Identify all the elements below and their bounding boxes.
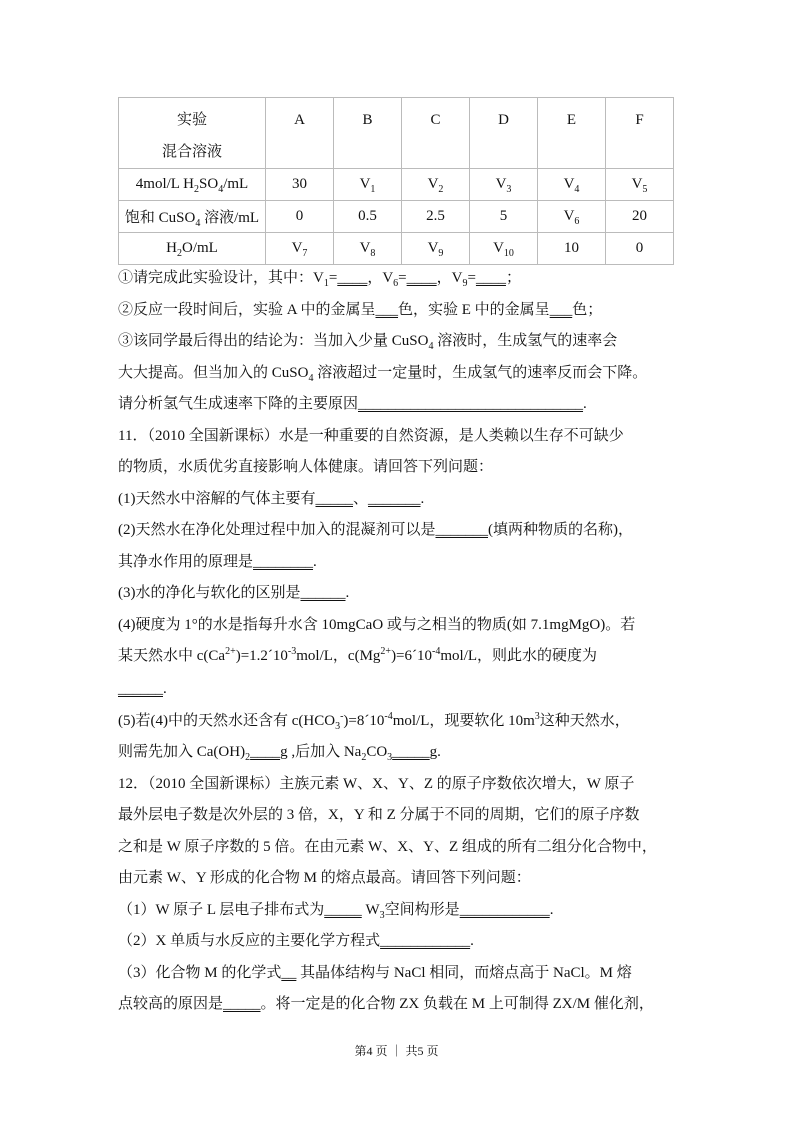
table-cell bbox=[334, 233, 402, 265]
subscript: 4 bbox=[195, 218, 201, 229]
answer-blank: ____ bbox=[475, 270, 506, 286]
text-run: 请分析氢气生成速率下降的主要原因 bbox=[118, 396, 359, 412]
text-line bbox=[118, 863, 678, 895]
text-run: 30 bbox=[292, 176, 307, 192]
text-run: 之和是 W 原子序数的 5 倍。在由元素 W、X、Y、Z 组成的所有二组分化合物中， bbox=[118, 838, 657, 855]
text-run: (4)硬度为 1°的水是指每升水含 10mgCaO 或与之相当的物质(如 7.1mgMgO)。若 bbox=[118, 616, 636, 633]
text-run: V bbox=[563, 176, 575, 192]
text-run: 2.5 bbox=[426, 208, 445, 224]
text-run: 12．（2010 全国新课标）主族元素 W、X、Y、Z 的原子序数依次增大，W 原子 bbox=[118, 775, 635, 792]
text-run: (1)天然水中溶解的气体主要有 bbox=[118, 490, 316, 507]
text-run: V bbox=[359, 176, 371, 192]
text-run: W bbox=[361, 901, 380, 918]
table-cell bbox=[266, 233, 334, 265]
text-line bbox=[118, 578, 678, 610]
text-run: 溶液时，生成氢气的速率会 bbox=[433, 333, 618, 349]
table-row bbox=[119, 169, 674, 201]
table-cell bbox=[470, 169, 538, 201]
table-cell bbox=[402, 233, 470, 265]
superscript: 2+ bbox=[380, 646, 392, 657]
text-run: . bbox=[549, 901, 554, 918]
table-cell bbox=[538, 233, 606, 265]
superscript: - bbox=[340, 710, 344, 722]
text-run: ，V bbox=[436, 270, 463, 286]
answer-blank: __ bbox=[281, 964, 297, 981]
table-header-row bbox=[119, 98, 674, 169]
table-cell bbox=[606, 233, 674, 265]
superscript: 3 bbox=[534, 710, 540, 722]
table-header-cell bbox=[606, 98, 674, 169]
text-run: ②反应一段时间后，实验 A 中的金属呈 bbox=[118, 301, 376, 318]
text-run: （3）化合物 M 的化学式 bbox=[118, 964, 282, 981]
text-run: = bbox=[398, 270, 407, 286]
table-cell bbox=[402, 169, 470, 201]
text-run: 色，实验 E 中的金属呈 bbox=[398, 301, 550, 318]
subscript: 2 bbox=[245, 752, 251, 763]
subscript: 9 bbox=[462, 278, 468, 289]
text-run: 这种天然水， bbox=[539, 712, 630, 729]
text-line bbox=[118, 769, 678, 801]
text-line bbox=[118, 832, 678, 864]
text-run: （2）X 单质与水反应的主要化学方程式 bbox=[118, 933, 381, 949]
text-run: 11．（2010 全国新课标）水是一种重要的自然资源，是人类赖以生存不可缺少 bbox=[118, 427, 624, 444]
subscript: 3 bbox=[379, 909, 385, 921]
text-line bbox=[118, 926, 678, 958]
text-line bbox=[118, 800, 678, 832]
table-header-cell bbox=[266, 98, 334, 169]
text-run: . bbox=[420, 490, 425, 507]
answer-blank: ___ bbox=[549, 301, 573, 318]
text-run: 则需先加入 Ca(OH) bbox=[118, 744, 246, 760]
header-text: 混合溶液 bbox=[161, 144, 222, 160]
subscript: 5 bbox=[642, 184, 648, 195]
answer-blank: ___ bbox=[375, 301, 399, 318]
text-run: 最外层电子数是次外层的 3 倍，X，Y 和 Z 分属于不同的周期，它们的原子序数 bbox=[118, 807, 640, 823]
text-run: )=1.2´10 bbox=[235, 648, 288, 664]
subscript: 4 bbox=[428, 341, 434, 352]
text-line bbox=[118, 389, 678, 421]
header-text: 实验 bbox=[176, 112, 207, 128]
text-line bbox=[118, 641, 678, 674]
text-run: 空间构形是 bbox=[384, 901, 460, 918]
text-run: 、 bbox=[353, 490, 369, 507]
answer-blank: ____________ bbox=[380, 933, 471, 949]
subscript: 10 bbox=[503, 248, 514, 259]
text-run: V bbox=[427, 240, 439, 256]
subscript: 6 bbox=[393, 278, 399, 289]
subscript: 1 bbox=[323, 278, 329, 289]
header-text: B bbox=[362, 112, 373, 128]
answer-blank: ____________ bbox=[459, 901, 550, 918]
table-cell bbox=[266, 201, 334, 233]
table-cell bbox=[538, 201, 606, 233]
answer-blank: _____ bbox=[392, 744, 430, 760]
text-run: 溶液超过一定量时，生成氢气的速率反而会下降。 bbox=[313, 364, 648, 381]
header-text: A bbox=[294, 112, 305, 128]
text-run: mol/L，c(Mg bbox=[296, 648, 381, 664]
text-run: g. bbox=[429, 744, 441, 760]
table-cell bbox=[119, 169, 266, 201]
text-line bbox=[118, 674, 678, 706]
text-run: 20 bbox=[632, 208, 647, 224]
text-run: (2)天然水在净化处理过程中加入的混凝剂可以是 bbox=[118, 522, 436, 538]
table-cell bbox=[334, 169, 402, 201]
text-run: (填两种物质的名称)， bbox=[488, 522, 633, 538]
text-run: mol/L，则此水的硬度为 bbox=[440, 648, 598, 664]
text-run: 0 bbox=[635, 240, 644, 256]
text-run: 其晶体结构与 NaCl 相同，而熔点高于 NaCl。M 熔 bbox=[296, 964, 632, 981]
text-run: 0 bbox=[295, 208, 304, 224]
text-line bbox=[118, 484, 678, 516]
text-run: . bbox=[313, 553, 317, 570]
table-header-cell bbox=[402, 98, 470, 169]
answer-blank: _____ bbox=[315, 490, 353, 507]
text-run: (3)水的净化与软化的区别是 bbox=[118, 585, 301, 601]
text-run: 的物质，水质优劣直接影响人体健康。请回答下列问题： bbox=[118, 459, 494, 475]
text-run: 饱和 CuSO bbox=[124, 210, 196, 226]
header-text: F bbox=[635, 112, 644, 128]
text-run: 。将一定是的化合物 ZX 负载在 M 上可制得 ZX/M 催化剂， bbox=[260, 996, 654, 1012]
text-line bbox=[118, 737, 678, 769]
text-run: V bbox=[493, 240, 504, 256]
answer-blank: ____ bbox=[406, 270, 437, 286]
table-header-cell bbox=[538, 98, 606, 169]
text-run: 5 bbox=[499, 208, 508, 224]
text-run: V bbox=[359, 240, 371, 256]
subscript: 8 bbox=[370, 248, 376, 259]
answer-blank: ______________________________ bbox=[358, 396, 584, 412]
text-run: 10 bbox=[564, 240, 579, 256]
table-cell bbox=[334, 201, 402, 233]
superscript: 2+ bbox=[225, 646, 236, 657]
table-header-cell bbox=[119, 98, 266, 169]
text-run: = bbox=[328, 270, 338, 286]
text-run: . bbox=[583, 396, 587, 412]
page-footer: 第4 页 ｜ 共5 页 bbox=[354, 1044, 439, 1058]
subscript: 6 bbox=[574, 216, 580, 227]
subscript: 4 bbox=[574, 184, 580, 195]
answer-blank: _____ bbox=[324, 901, 362, 918]
experiment-table bbox=[118, 97, 674, 265]
answer-blank: ________ bbox=[253, 553, 314, 570]
text-run: ； bbox=[505, 270, 521, 286]
table-row bbox=[119, 233, 674, 265]
subscript: 3 bbox=[335, 720, 341, 732]
text-run: V bbox=[291, 240, 303, 256]
text-line bbox=[118, 326, 678, 358]
subscript: 3 bbox=[387, 752, 393, 763]
text-run: mol/L，现要软化 10m bbox=[392, 712, 535, 729]
answer-blank: _______ bbox=[435, 522, 488, 538]
text-run: V bbox=[495, 176, 507, 192]
table-cell bbox=[470, 201, 538, 233]
text-run: SO bbox=[199, 176, 219, 192]
superscript: -4 bbox=[432, 646, 441, 657]
text-line bbox=[118, 706, 678, 738]
header-text: C bbox=[430, 112, 441, 128]
table-cell bbox=[119, 201, 266, 233]
subscript: 4 bbox=[218, 184, 224, 195]
text-line bbox=[118, 989, 678, 1021]
table-cell bbox=[606, 201, 674, 233]
text-run: )=8´10 bbox=[343, 712, 385, 729]
document-body bbox=[118, 263, 678, 1021]
text-line bbox=[118, 452, 678, 484]
text-run: = bbox=[467, 270, 476, 286]
text-line bbox=[118, 263, 678, 295]
text-line bbox=[118, 547, 678, 579]
answer-blank: _______ bbox=[368, 490, 421, 507]
table-cell bbox=[538, 169, 606, 201]
text-run: . bbox=[345, 585, 350, 601]
superscript: -3 bbox=[287, 646, 297, 657]
subscript: 2 bbox=[438, 184, 444, 195]
subscript: 1 bbox=[370, 184, 376, 195]
subscript: 4 bbox=[308, 372, 314, 384]
answer-blank: ____ bbox=[250, 744, 281, 760]
text-run: （1）W 原子 L 层电子排布式为 bbox=[118, 901, 325, 918]
answer-blank: ______ bbox=[300, 585, 346, 601]
text-run: 0.5 bbox=[358, 208, 377, 224]
text-run: O/mL bbox=[182, 240, 218, 256]
table-header-cell bbox=[470, 98, 538, 169]
text-run: ，V bbox=[367, 270, 394, 286]
text-run: CO bbox=[366, 744, 388, 760]
table-row bbox=[119, 201, 674, 233]
text-run: ③该同学最后得出的结论为：当加入少量 CuSO bbox=[118, 333, 429, 349]
subscript: 2 bbox=[194, 184, 199, 195]
superscript: -4 bbox=[384, 710, 393, 722]
text-run: 某天然水中 c(Ca bbox=[118, 648, 226, 664]
text-line bbox=[118, 358, 678, 390]
table-cell bbox=[266, 169, 334, 201]
subscript: 3 bbox=[506, 184, 512, 195]
text-run: . bbox=[163, 681, 167, 697]
text-run: 溶液/mL bbox=[200, 210, 260, 226]
text-line bbox=[118, 958, 678, 990]
subscript: 7 bbox=[302, 248, 308, 259]
text-run: . bbox=[470, 933, 474, 949]
text-line bbox=[118, 610, 678, 642]
table-cell bbox=[119, 233, 266, 265]
table-cell bbox=[606, 169, 674, 201]
answer-blank: _____ bbox=[223, 996, 261, 1012]
text-run: 其净水作用的原理是 bbox=[118, 553, 254, 570]
subscript: 2 bbox=[361, 752, 367, 763]
header-text: E bbox=[566, 112, 577, 128]
text-run: g ,后加入 Na bbox=[280, 744, 362, 760]
answer-blank: ______ bbox=[118, 681, 163, 697]
table-cell bbox=[470, 233, 538, 265]
text-line bbox=[118, 295, 678, 327]
text-run: 大大提高。但当加入的 CuSO bbox=[118, 364, 309, 381]
text-run: H bbox=[166, 240, 177, 256]
text-run: 4mol/L H bbox=[135, 176, 194, 192]
text-line bbox=[118, 515, 678, 547]
text-run: V bbox=[427, 176, 439, 192]
text-run: ①请完成此实验设计，其中：V bbox=[118, 270, 324, 286]
table-header-cell bbox=[334, 98, 402, 169]
text-run: (5)若(4)中的天然水还含有 c(HCO bbox=[118, 712, 336, 729]
text-line bbox=[118, 421, 678, 453]
text-run: 色； bbox=[572, 301, 603, 318]
text-run: 由元素 W、Y 形成的化合物 M 的熔点最高。请回答下列问题： bbox=[118, 870, 531, 886]
answer-blank: ____ bbox=[337, 270, 368, 286]
text-run: V bbox=[563, 208, 575, 224]
table-cell bbox=[402, 201, 470, 233]
subscript: 9 bbox=[438, 248, 444, 259]
text-run: )=6´10 bbox=[391, 648, 433, 664]
text-run: /mL bbox=[223, 176, 249, 192]
text-line bbox=[118, 895, 678, 927]
subscript: 2 bbox=[177, 248, 182, 259]
text-run: V bbox=[631, 176, 643, 192]
header-text: D bbox=[498, 112, 509, 128]
text-run: 点较高的原因是 bbox=[118, 996, 224, 1012]
